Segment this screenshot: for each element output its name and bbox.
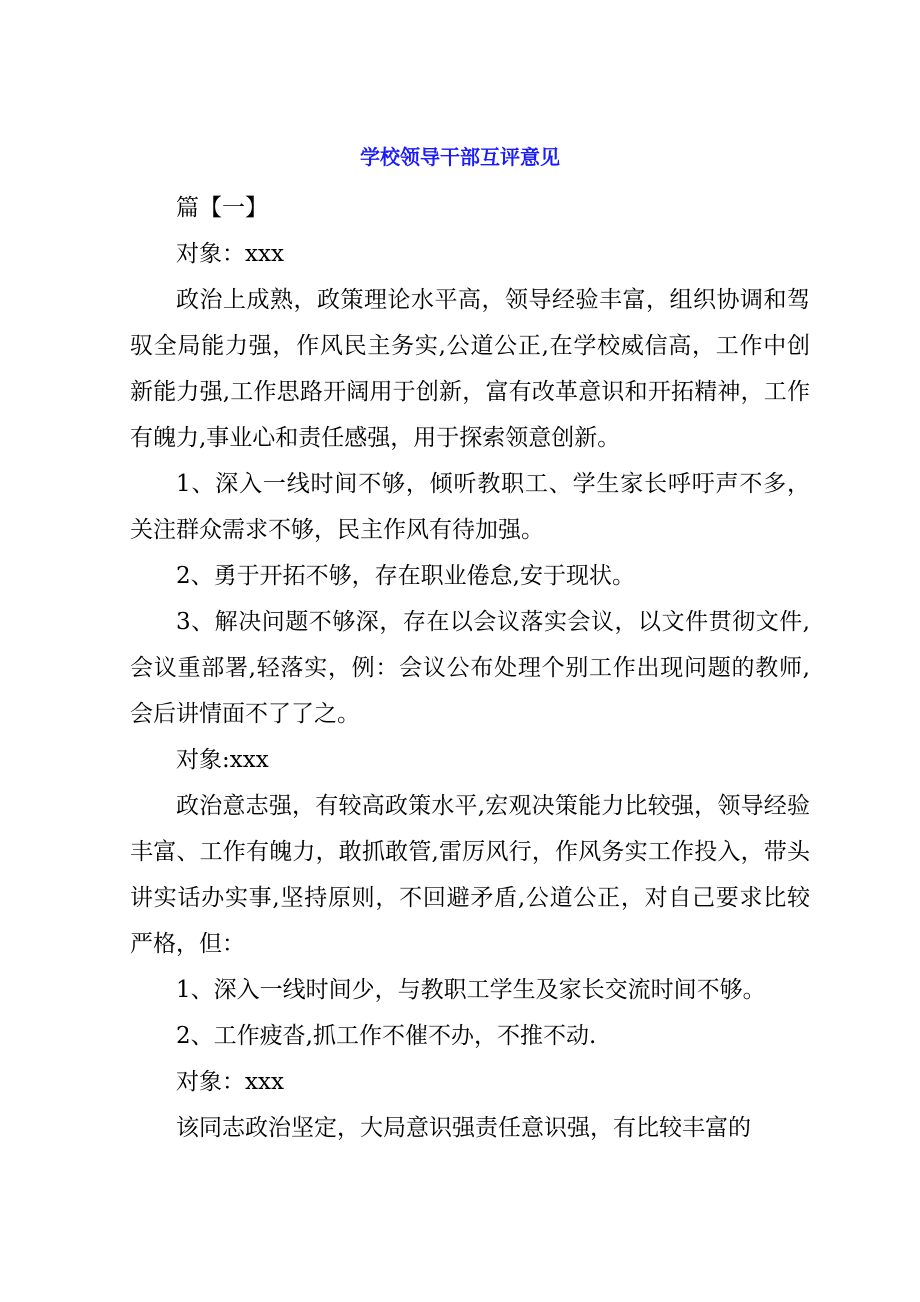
section-heading: 篇【一】 bbox=[176, 195, 268, 221]
document-title: 学校领导干部互评意见 bbox=[360, 145, 560, 169]
issue-item: 1、深入一线时间不够，倾听教职工、学生家长呼吁声不多，关注群众需求不够，民主作风有待加强。 bbox=[130, 471, 810, 543]
evaluation-paragraph: 政治上成熟，政策理论水平高，领导经验丰富，组织协调和驾驭全局能力强，作风民主务实,公道公正,在学校威信高，工作中创新能力强,工作思路开阔用于创新，富有改革意识和开拓精神，工作有魄力,事业心和责任感强，用于探索领意创新。 bbox=[130, 287, 810, 451]
subject-line: 对象:xxx bbox=[176, 747, 269, 773]
document-body bbox=[130, 185, 810, 1151]
subject-line: 对象：xxx bbox=[176, 1069, 284, 1095]
issue-item: 2、勇于开拓不够，存在职业倦怠,安于现状。 bbox=[176, 563, 635, 589]
issue-item: 3、解决问题不够深，存在以会议落实会议，以文件贯彻文件,会议重部署,轻落实，例：会议公布处理个别工作出现问题的教师,会后讲情面不了了之。 bbox=[130, 609, 810, 727]
subject-line: 对象：xxx bbox=[176, 241, 284, 267]
evaluation-paragraph: 该同志政治坚定，大局意识强责任意识强，有比较丰富的 bbox=[176, 1115, 751, 1141]
evaluation-paragraph: 政治意志强，有较高政策水平,宏观决策能力比较强，领导经验丰富、工作有魄力，敢抓敢管,雷厉风行，作风务实工作投入，带头讲实话办实事,坚持原则，不回避矛盾,公道公正，对自己要求比较严格，但： bbox=[130, 793, 810, 957]
issue-item: 2、工作疲沓,抓工作不催不办，不推不动. bbox=[176, 1023, 597, 1049]
issue-item: 1、深入一线时间少，与教职工学生及家长交流时间不够。 bbox=[176, 977, 766, 1003]
